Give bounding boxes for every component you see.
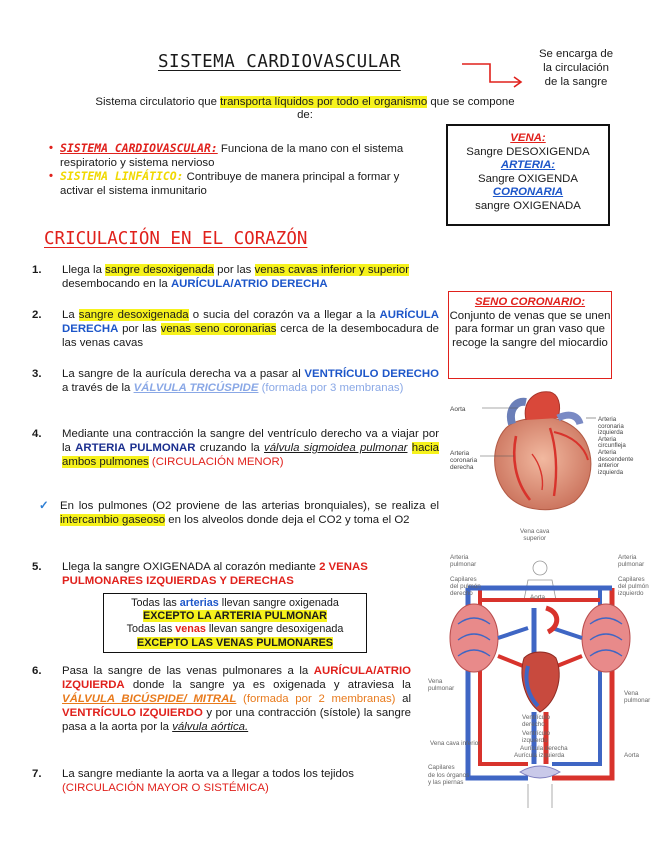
label-vena-pulmonar-left: Vena pulmonar (428, 678, 455, 692)
label-capilares-pulmon-derecho: Capilares del pulmón derecho (450, 576, 481, 597)
label-ventriculo-derecho: Ventrículo derecho (522, 714, 551, 728)
step-number: 7. (32, 768, 42, 780)
step-1: 1. Llega la sangre desoxigenada por las venas cavas inferior y superior desembocando en la AURÍCULA/ATRIO DERECHA (32, 264, 410, 290)
step-4: 4. Mediante una contracción la sangre del ventrículo derecho va a viajar por la ARTERIA PULMONAR cruzando la válvula sigmoidea pulmonar hacia ambos pulmones (CIRCULACIÓN MENOR) (32, 428, 439, 468)
bullet-list (49, 141, 430, 198)
arteria-label: ARTERIA: (500, 159, 556, 171)
label-vena-cava-inferior: Vena cava inferior (430, 740, 481, 747)
step-5: 5. Llega la sangre OXIGENADA al corazón mediante 2 VENAS PULMONARES IZQUIERDAS Y DERECHAS (32, 561, 368, 587)
circulation-diagram (428, 528, 652, 820)
heart-illustration (446, 384, 646, 518)
step-number: 2. (32, 309, 42, 321)
intro-c: que se compone de: (297, 96, 515, 121)
label-auricula-derecha: Aurícula derecha (520, 745, 568, 752)
step-number: 4. (32, 428, 42, 440)
bullet-label: SISTEMA LINFÁTICO: (60, 169, 184, 183)
coronaria-text: sangre OXIGENADA (475, 199, 581, 212)
label-arteria-pulmonar-left: Arteria pulmonar (450, 554, 477, 568)
bullet-text: Contribuye de manera principal a formar y activar el sistema inmunitario (60, 171, 400, 197)
label-aorta-top: Aorta (530, 594, 546, 601)
bullet-dot: • (49, 170, 53, 182)
vena-label: VENA: (510, 132, 546, 144)
exception-line-2: EXCEPTO LA ARTERIA PULMONAR (143, 610, 327, 623)
heart-label-arteria-coronaria-derecha: Arteria coronaria derecha (450, 450, 478, 471)
seno-title: SENO CORONARIO: (474, 296, 586, 308)
check-icon: ✓ (39, 500, 49, 512)
check-item: ✓ En los pulmones (O2 proviene de las arterias bronquiales), se realiza el intercambio gaseoso en los alveolos donde deja el CO2 y toma el O2 (39, 500, 439, 526)
exception-box (103, 593, 367, 653)
exception-line-4: EXCEPTO LAS VENAS PULMONARES (137, 636, 333, 649)
bullet-dot: • (49, 142, 53, 154)
side-note-line: la circulación (543, 62, 609, 74)
bullet-text: Funciona de la mano con el sistema respiratorio y sistema nervioso (60, 143, 404, 169)
vena-text: Sangre DESOXIGENDA (466, 145, 590, 158)
exception-line-3: Todas las venas llevan sangre desoxigenada (126, 623, 344, 636)
step-7: 7. La sangre mediante la aorta va a llegar a todos los tejidos (CIRCULACIÓN MAYOR O SISTÉMICA) (32, 768, 354, 794)
side-note-line: Se encarga de (538, 48, 614, 60)
label-ventriculo-izquierdo: Ventrículo izquierdo (522, 730, 551, 744)
step-number: 5. (32, 561, 42, 573)
section-heading: CRICULACIÓN EN EL CORAZÓN (44, 229, 308, 249)
page-title: SISTEMA CARDIOVASCULAR (158, 52, 401, 72)
arrow-icon (460, 58, 525, 88)
exception-line-1: Todas las arterias llevan sangre oxigenada (131, 597, 339, 609)
heart-label-aorta: Aorta (450, 406, 466, 413)
label-auricula-izquierda: Aurícula izquierda (514, 752, 565, 759)
heart-label-right: Arteria coronaria izquierda Arteria circunfleja Arteria descendente anterior izquierda (598, 416, 634, 476)
step-6: 6. Pasa la sangre de las venas pulmonares a la AURÍCULA/ATRIO IZQUIERDA donde la sangre ya es oxigenada y atraviesa la VÁLVULA BICÚSPIDE/ MITRAL (formada por 2 membranas) al VENTRÍCULO IZQUIERDO y por una contracción (sístole) la sangre pasa a la aorta por la válvula aórtica. (32, 665, 411, 733)
step-number: 6. (32, 665, 42, 677)
bullet-label: SISTEMA CARDIOVASCULAR: (60, 141, 218, 155)
intro-text (92, 96, 518, 122)
label-arteria-pulmonar-right: Arteria pulmonar (618, 554, 645, 568)
label-vena-pulmonar-right: Vena pulmonar (624, 690, 651, 704)
intro-a: Sistema circulatorio que (95, 96, 221, 108)
side-note-line: de la sangre (544, 76, 608, 88)
intro-highlight: transporta líquidos por todo el organismo (220, 96, 428, 108)
label-vena-cava-superior: Vena cava superior (520, 528, 550, 542)
coronaria-label: CORONARIA (492, 186, 564, 198)
bullet-cardiovascular (49, 141, 430, 170)
step-3: 3. La sangre de la aurícula derecha va a pasar al VENTRÍCULO DERECHO a través de la VÁLVULA TRICÚSPIDE (formada por 3 membranas) (32, 368, 439, 394)
side-note (532, 47, 620, 89)
label-aorta-bottom: Aorta (624, 752, 640, 759)
label-capilares-organos: Capilares de los órganos y las piernas (428, 764, 470, 786)
seno-text: Conjunto de venas que se unen para formar un gran vaso que recoge la sangre del miocardio (449, 309, 611, 349)
step-number: 3. (32, 368, 42, 380)
step-2: 2. La sangre desoxigenada o sucia del corazón va a llegar a la AURÍCULA DERECHA por las venas seno coronarias cerca de la desembocadura de las venas cavas (32, 309, 439, 349)
vessel-box (446, 124, 610, 226)
label-capilares-pulmon-izquierdo: Capilares del pulmón izquierdo (618, 576, 649, 597)
bullet-linfatico (49, 169, 430, 198)
step-number: 1. (32, 264, 42, 276)
arteria-text: Sangre OXIGENDA (477, 172, 579, 185)
seno-coronario-box (448, 291, 612, 379)
